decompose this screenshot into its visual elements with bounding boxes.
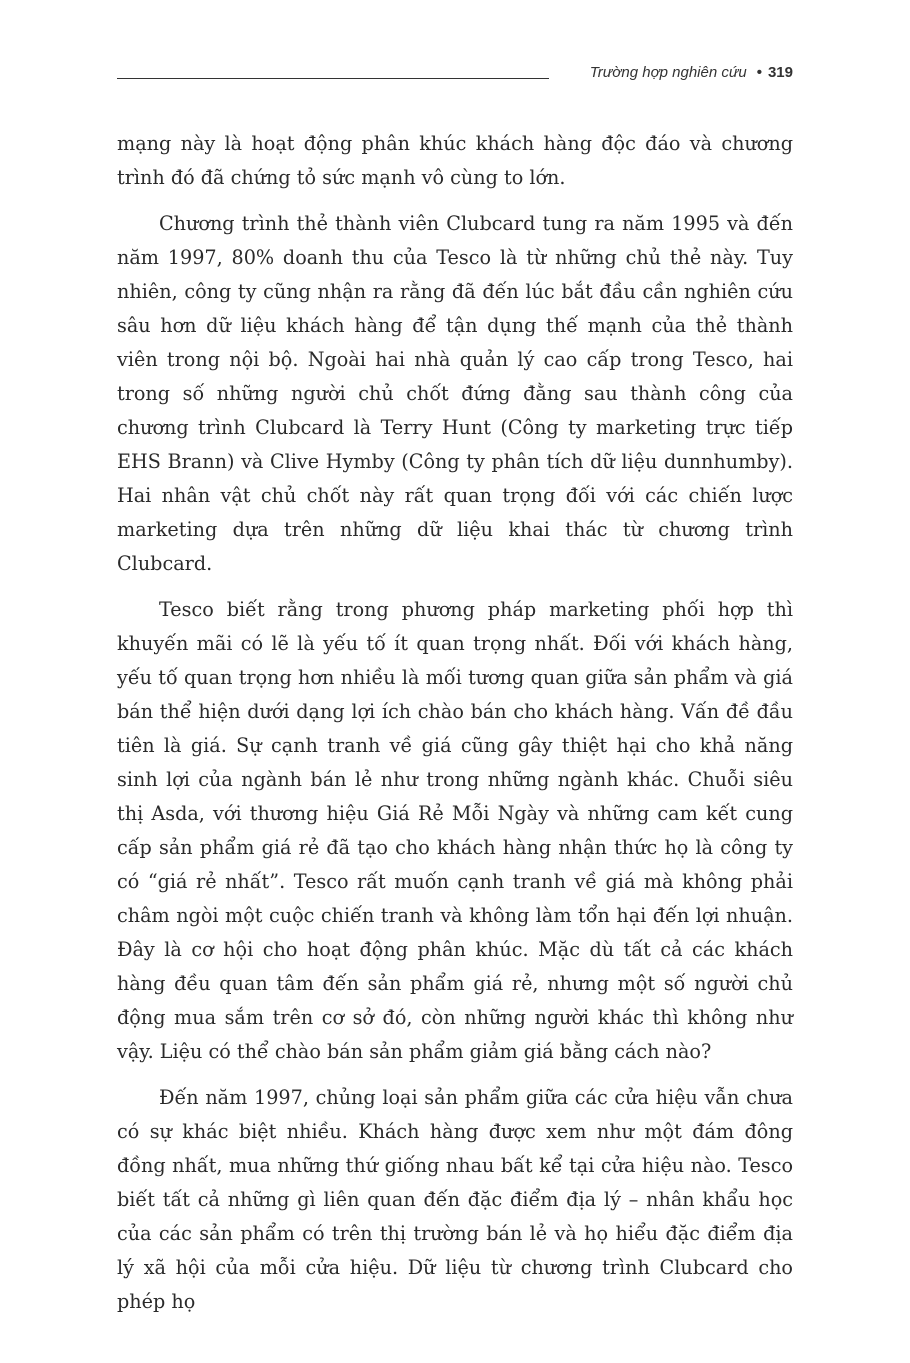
paragraph: Chương trình thẻ thành viên Clubcard tung ra năm 1995 và đến năm 1997, 80% doanh thu của Tesco là từ những chủ thẻ này. Tuy nhiên, công ty cũng nhận ra rằng đã đến lúc bắt đầu cần nghiên cứu sâu hơn dữ liệu khách hàng để tận dụng thế mạnh của thẻ thành viên trong nội bộ. Ngoài hai nhà quản lý cao cấp trong Tesco, hai trong số những người chủ chốt đứng đằng sau thành công của chương trình Clubcard là Terry Hunt (Công ty marketing trực tiếp EHS Brann) và Clive Hymby (Công ty phân tích dữ liệu dunnhumby). Hai nhân vật chủ chốt này rất quan trọng đối với các chiến lược marketing dựa trên những dữ liệu khai thác từ chương trình Clubcard. bbox=[117, 212, 793, 575]
paragraph: Đến năm 1997, chủng loại sản phẩm giữa các cửa hiệu vẫn chưa có sự khác biệt nhiều. Khách hàng được xem như một đám đông đồng nhất, mua những thứ giống nhau bất kể tại cửa hiệu nào. Tesco biết tất cả những gì liên quan đến đặc điểm địa lý – nhân khẩu học của các sản phẩm có trên thị trường bán lẻ và họ hiểu đặc điểm địa lý xã hội của mỗi cửa hiệu. Dữ liệu từ chương trình Clubcard cho phép họ bbox=[117, 1086, 793, 1313]
paragraph: Tesco biết rằng trong phương pháp marketing phối hợp thì khuyến mãi có lẽ là yếu tố ít quan trọng nhất. Đối với khách hàng, yếu tố quan trọng hơn nhiều là mối tương quan giữa sản phẩm và giá bán thể hiện dưới dạng lợi ích chào bán cho khách hàng. Vấn đề đầu tiên là giá. Sự cạnh tranh về giá cũng gây thiệt hại cho khả năng sinh lợi của ngành bán lẻ như trong những ngành khác. Chuỗi siêu thị Asda, với thương hiệu Giá Rẻ Mỗi Ngày và những cam kết cung cấp sản phẩm giá rẻ đã tạo cho khách hàng nhận thức họ là công ty có “giá rẻ nhất”. Tesco rất muốn cạnh tranh về giá mà không phải châm ngòi một cuộc chiến tranh và không làm tổn hại đến lợi nhuận. Đây là cơ hội cho hoạt động phân khúc. Mặc dù tất cả các khách hàng đều quan tâm đến sản phẩm giá rẻ, nhưng một số người chủ động mua sắm trên cơ sở đó, còn những người khác thì không như vậy. Liệu có thể chào bán sản phẩm giảm giá bằng cách nào? bbox=[117, 598, 793, 1063]
paragraph-continued: mạng này là hoạt động phân khúc khách hàng độc đáo và chương trình đó đã chứng tỏ sức mạnh vô cùng to lớn. bbox=[117, 132, 793, 189]
page-number: 319 bbox=[767, 64, 793, 81]
body-text bbox=[117, 127, 793, 1331]
bullet-separator: • bbox=[756, 64, 762, 81]
page-header bbox=[117, 62, 793, 88]
header-rule bbox=[117, 78, 549, 79]
running-title: Trường hợp nghiên cứu bbox=[589, 64, 747, 81]
running-head bbox=[590, 64, 793, 81]
